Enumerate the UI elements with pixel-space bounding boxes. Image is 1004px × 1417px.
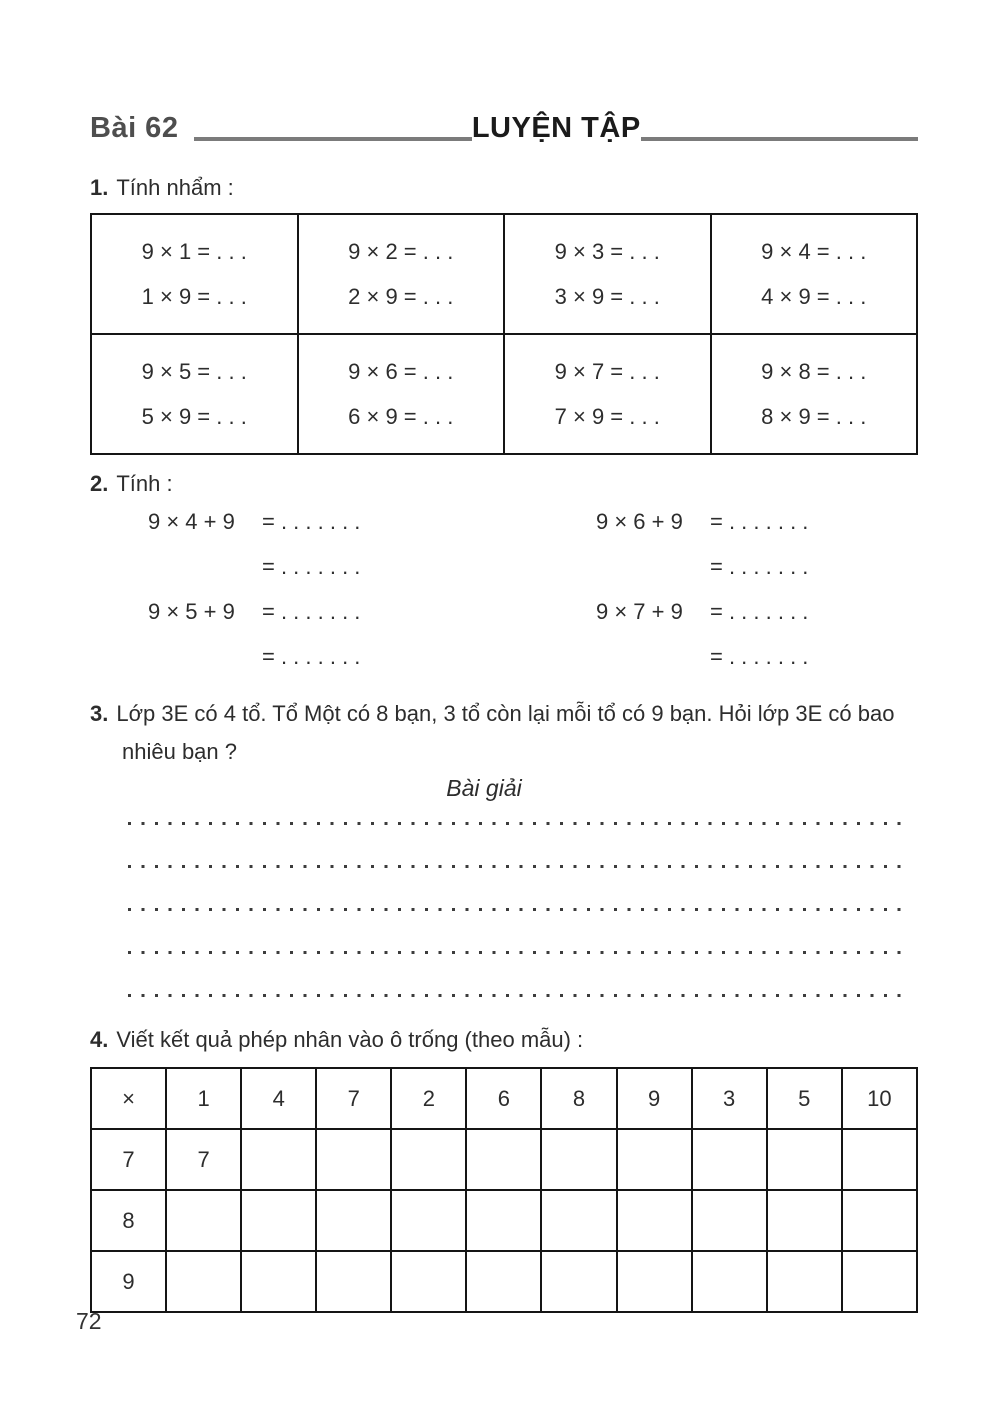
fact-line: 6 × 9 = . . . <box>348 404 454 429</box>
exercise3-number: 3. <box>90 701 109 726</box>
result-cell <box>767 1129 842 1190</box>
answer-lines-area <box>128 822 904 997</box>
table-row <box>91 1190 917 1251</box>
result-cell <box>617 1129 692 1190</box>
exercise1-heading <box>90 175 918 201</box>
fact-line: 9 × 4 = . . . <box>761 239 867 264</box>
header-cell: 3 <box>692 1068 767 1129</box>
ex1-cell <box>504 214 711 334</box>
header-cell: 9 <box>617 1068 692 1129</box>
times-symbol-cell: × <box>91 1068 166 1129</box>
ex1-cell <box>298 214 505 334</box>
lesson-title: LUYỆN TẬP <box>471 112 641 144</box>
header-cell: 2 <box>391 1068 466 1129</box>
exercise3-problem-text: Lớp 3E có 4 tổ. Tổ Một có 8 bạn, 3 tổ còn lại mỗi tổ có 9 bạn. Hỏi lớp 3E có bao nhiêu bạn ? <box>116 701 895 764</box>
result-cell <box>692 1129 767 1190</box>
ex1-cell <box>504 334 711 454</box>
result-cell <box>466 1190 541 1251</box>
ex1-cell <box>91 214 298 334</box>
result-cell <box>617 1251 692 1312</box>
answer-blank: = . . . . . . . <box>262 508 361 534</box>
row-label-cell: 8 <box>91 1190 166 1251</box>
fact-line: 9 × 5 = . . . <box>141 359 247 384</box>
problem-line <box>148 544 504 589</box>
result-cell <box>316 1190 391 1251</box>
result-cell <box>166 1190 241 1251</box>
ex1-cell <box>711 334 918 454</box>
result-cell <box>466 1251 541 1312</box>
solution-label: Bài giải <box>446 775 522 801</box>
exercise2-number: 2. <box>90 471 109 496</box>
exercise1-title: Tính nhẩm : <box>116 175 234 200</box>
row-label-cell: 7 <box>91 1129 166 1190</box>
exercise2-heading <box>90 471 918 497</box>
fact-line: 5 × 9 = . . . <box>141 404 247 429</box>
result-cell <box>692 1251 767 1312</box>
expression: 9 × 7 + 9 <box>596 598 683 624</box>
expression: 9 × 5 + 9 <box>148 598 235 624</box>
header-cell: 4 <box>241 1068 316 1129</box>
result-cell <box>316 1129 391 1190</box>
exercise1-table <box>90 213 918 455</box>
fact-line: 9 × 2 = . . . <box>348 239 454 264</box>
fact-line: 2 × 9 = . . . <box>348 284 454 309</box>
answer-dotted-line <box>128 951 904 954</box>
result-cell <box>391 1251 466 1312</box>
answer-blank: = . . . . . . . <box>710 553 809 579</box>
answer-dotted-line <box>128 865 904 868</box>
result-cell <box>541 1251 616 1312</box>
table-row <box>91 1251 917 1312</box>
problem-line <box>148 499 504 544</box>
result-cell <box>541 1129 616 1190</box>
problem-line <box>148 589 504 634</box>
result-cell <box>842 1190 917 1251</box>
fact-line: 4 × 9 = . . . <box>761 284 867 309</box>
result-cell <box>241 1190 316 1251</box>
fact-line: 9 × 7 = . . . <box>554 359 660 384</box>
header-cell: 7 <box>316 1068 391 1129</box>
fact-line: 9 × 1 = . . . <box>141 239 247 264</box>
problem <box>148 589 504 679</box>
exercise4-title: Viết kết quả phép nhân vào ô trống (theo mẫu) : <box>116 1027 584 1052</box>
result-cell <box>767 1190 842 1251</box>
result-cell <box>316 1251 391 1312</box>
result-cell <box>166 1251 241 1312</box>
problem <box>596 499 918 589</box>
result-cell <box>541 1190 616 1251</box>
exercise2-right-column <box>504 499 918 679</box>
result-cell <box>692 1190 767 1251</box>
problem-line <box>596 589 918 634</box>
exercise1-number: 1. <box>90 175 109 200</box>
fact-line: 9 × 8 = . . . <box>761 359 867 384</box>
exercise3-heading <box>90 695 918 771</box>
exercise2-problems <box>90 499 918 679</box>
table-row <box>91 214 917 334</box>
result-cell <box>466 1129 541 1190</box>
result-cell <box>842 1251 917 1312</box>
fact-line: 7 × 9 = . . . <box>554 404 660 429</box>
result-cell <box>241 1129 316 1190</box>
fact-line: 8 × 9 = . . . <box>761 404 867 429</box>
ex1-cell <box>298 334 505 454</box>
ex1-cell <box>711 214 918 334</box>
header-cell: 8 <box>541 1068 616 1129</box>
answer-blank: = . . . . . . . <box>262 598 361 624</box>
result-cell <box>391 1190 466 1251</box>
header-cell: 5 <box>767 1068 842 1129</box>
result-cell <box>842 1129 917 1190</box>
answer-dotted-line <box>128 822 904 825</box>
problem <box>148 499 504 589</box>
result-cell <box>767 1251 842 1312</box>
exercise4-heading <box>90 1027 918 1053</box>
fact-line: 1 × 9 = . . . <box>141 284 247 309</box>
answer-blank: = . . . . . . . <box>262 553 361 579</box>
lesson-number: Bài 62 <box>90 112 179 144</box>
expression: 9 × 6 + 9 <box>596 508 683 534</box>
answer-blank: = . . . . . . . <box>710 598 809 624</box>
header-rule-left <box>194 137 471 141</box>
table-header-row <box>91 1068 917 1129</box>
result-cell <box>617 1190 692 1251</box>
header-cell: 6 <box>466 1068 541 1129</box>
row-label-cell: 9 <box>91 1251 166 1312</box>
problem-line <box>596 499 918 544</box>
expression: 9 × 4 + 9 <box>148 508 235 534</box>
lesson-header <box>90 112 918 145</box>
answer-blank: = . . . . . . . <box>262 643 361 669</box>
exercise2-left-column <box>90 499 504 679</box>
problem-line <box>596 544 918 589</box>
header-cell: 1 <box>166 1068 241 1129</box>
exercise4-number: 4. <box>90 1027 109 1052</box>
answer-dotted-line <box>128 908 904 911</box>
exercise4-table <box>90 1067 918 1313</box>
fact-line: 9 × 6 = . . . <box>348 359 454 384</box>
exercise2-title: Tính : <box>116 471 173 496</box>
ex1-cell <box>91 334 298 454</box>
header-rule-right <box>641 137 918 141</box>
answer-dotted-line <box>128 994 904 997</box>
problem <box>596 589 918 679</box>
result-cell: 7 <box>166 1129 241 1190</box>
fact-line: 9 × 3 = . . . <box>554 239 660 264</box>
fact-line: 3 × 9 = . . . <box>554 284 660 309</box>
result-cell <box>241 1251 316 1312</box>
answer-blank: = . . . . . . . <box>710 643 809 669</box>
table-row <box>91 334 917 454</box>
table-row <box>91 1129 917 1190</box>
header-cell: 10 <box>842 1068 917 1129</box>
result-cell <box>391 1129 466 1190</box>
page-number: 72 <box>76 1308 102 1334</box>
problem-line <box>596 634 918 679</box>
problem-line <box>148 634 504 679</box>
answer-blank: = . . . . . . . <box>710 508 809 534</box>
